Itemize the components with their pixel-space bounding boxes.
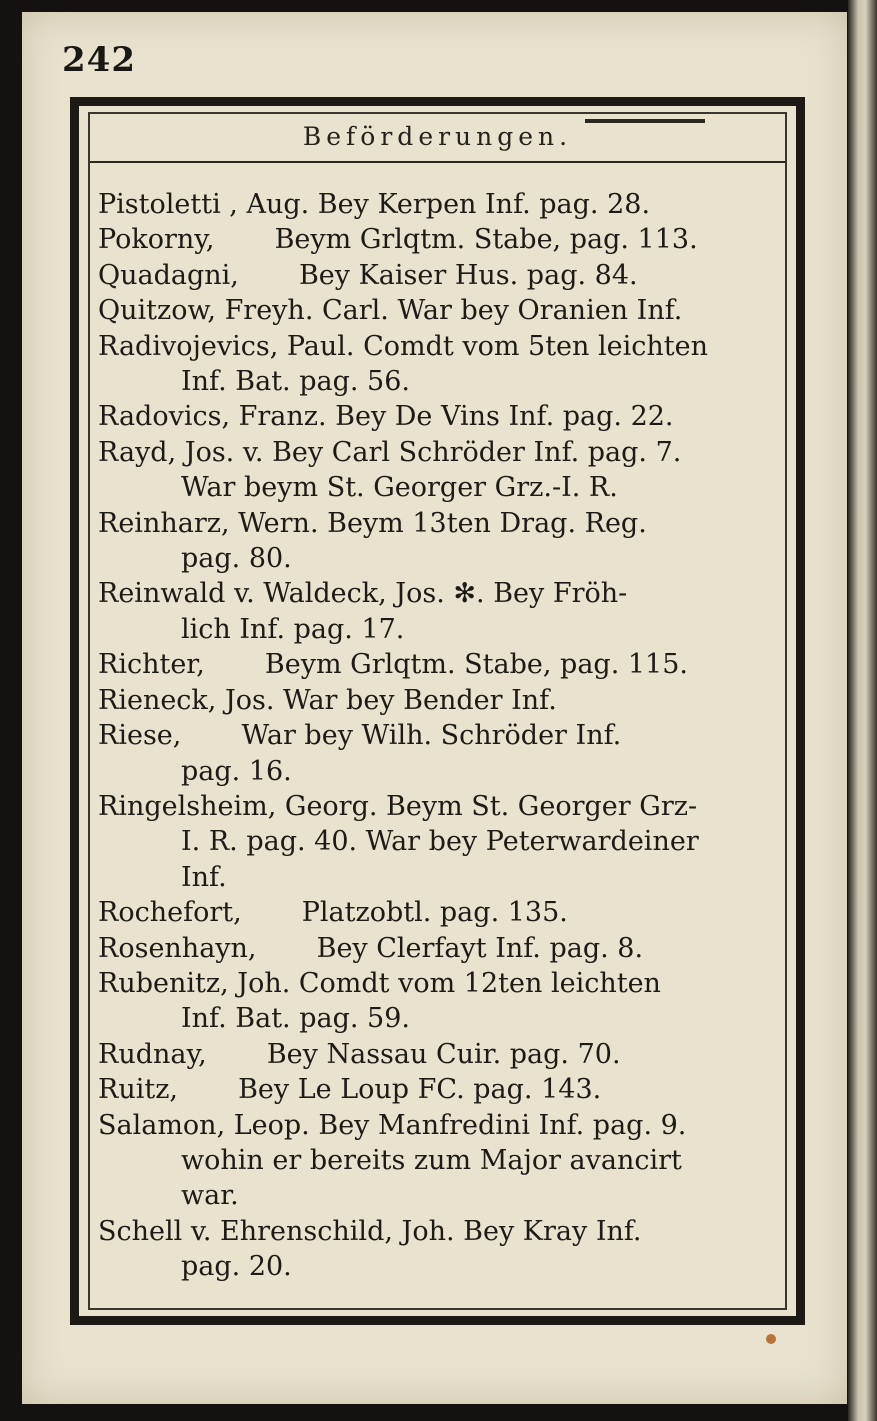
entry-line: Rudnay, Bey Nassau Cuir. pag. 70. xyxy=(98,1038,621,1070)
entry-line: Quitzow, Freyh. Carl. War bey Oranien Inf. xyxy=(98,295,683,327)
entry-line: Ringelsheim, Georg. Beym St. Georger Grz- xyxy=(98,790,698,822)
entry-line: Rochefort, Platzobtl. pag. 135. xyxy=(98,897,568,929)
frame-inner-border xyxy=(88,112,787,1310)
entry-continuation-line: wohin er bereits zum Major avancirt xyxy=(181,1144,682,1176)
entry-line: Salamon, Leop. Bey Manfredini Inf. pag. 9. xyxy=(98,1109,687,1141)
page-number: 242 xyxy=(62,40,136,80)
entry-continuation-line: lich Inf. pag. 17. xyxy=(181,613,405,645)
section-title: Beförderungen. xyxy=(302,122,573,151)
entry-line: Schell v. Ehrenschild, Joh. Bey Kray Inf. xyxy=(98,1215,642,1247)
list-item xyxy=(98,1037,777,1072)
list-item xyxy=(98,683,777,718)
entry-continuation-line: Inf. Bat. pag. 56. xyxy=(181,366,410,398)
list-item xyxy=(98,1072,777,1107)
paper-speck xyxy=(766,1334,776,1344)
list-item xyxy=(98,718,777,789)
entry-continuation-line: pag. 20. xyxy=(181,1251,292,1283)
page-frame xyxy=(70,97,805,1325)
list-item xyxy=(98,435,777,506)
list-item xyxy=(98,258,777,293)
entry-line: Rosenhayn, Bey Clerfayt Inf. pag. 8. xyxy=(98,932,644,964)
header-rule xyxy=(90,161,785,163)
entry-continuation-line: pag. 16. xyxy=(181,755,292,787)
entry-line: Richter, Beym Grlqtm. Stabe, pag. 115. xyxy=(98,649,688,681)
entry-list xyxy=(98,187,777,1285)
entry-continuation-line: Inf. xyxy=(181,861,227,893)
list-item xyxy=(98,222,777,257)
list-item xyxy=(98,895,777,930)
entry-line: Riese, War bey Wilh. Schröder Inf. xyxy=(98,720,622,752)
entry-continuation-line: war. xyxy=(181,1180,239,1212)
list-item xyxy=(98,966,777,1037)
entry-continuation-line: pag. 80. xyxy=(181,543,292,575)
entry-line: Radovics, Franz. Bey De Vins Inf. pag. 22. xyxy=(98,401,674,433)
list-item xyxy=(98,1214,777,1285)
entry-continuation-line: I. R. pag. 40. War bey Peterwardeiner xyxy=(181,826,699,858)
entry-line: Reinharz, Wern. Beym 13ten Drag. Reg. xyxy=(98,507,647,539)
list-item xyxy=(98,399,777,434)
list-item xyxy=(98,931,777,966)
book-page xyxy=(22,12,847,1404)
entry-continuation-line: War beym St. Georger Grz.-I. R. xyxy=(181,472,618,504)
list-item xyxy=(98,187,777,222)
entry-line: Rieneck, Jos. War bey Bender Inf. xyxy=(98,684,557,716)
list-item xyxy=(98,293,777,328)
entry-line: Reinwald v. Waldeck, Jos. ✻. Bey Fröh- xyxy=(98,578,628,610)
entry-line: Radivojevics, Paul. Comdt vom 5ten leichten xyxy=(98,330,708,362)
list-item xyxy=(98,506,777,577)
book-spine xyxy=(848,0,877,1421)
list-item xyxy=(98,1108,777,1214)
entry-line: Pistoletti , Aug. Bey Kerpen Inf. pag. 28. xyxy=(98,189,651,220)
entry-continuation-line: Inf. Bat. pag. 59. xyxy=(181,1003,410,1035)
list-item xyxy=(98,576,777,647)
list-item xyxy=(98,789,777,895)
entry-line: Quadagni, Bey Kaiser Hus. pag. 84. xyxy=(98,259,638,291)
entry-line: Ruitz, Bey Le Loup FC. pag. 143. xyxy=(98,1074,602,1106)
list-item xyxy=(98,647,777,682)
entry-line: Rubenitz, Joh. Comdt vom 12ten leichten xyxy=(98,967,661,999)
list-item xyxy=(98,329,777,400)
entry-line: Rayd, Jos. v. Bey Carl Schröder Inf. pag. 7. xyxy=(98,436,682,468)
entry-line: Pokorny, Beym Grlqtm. Stabe, pag. 113. xyxy=(98,224,698,256)
